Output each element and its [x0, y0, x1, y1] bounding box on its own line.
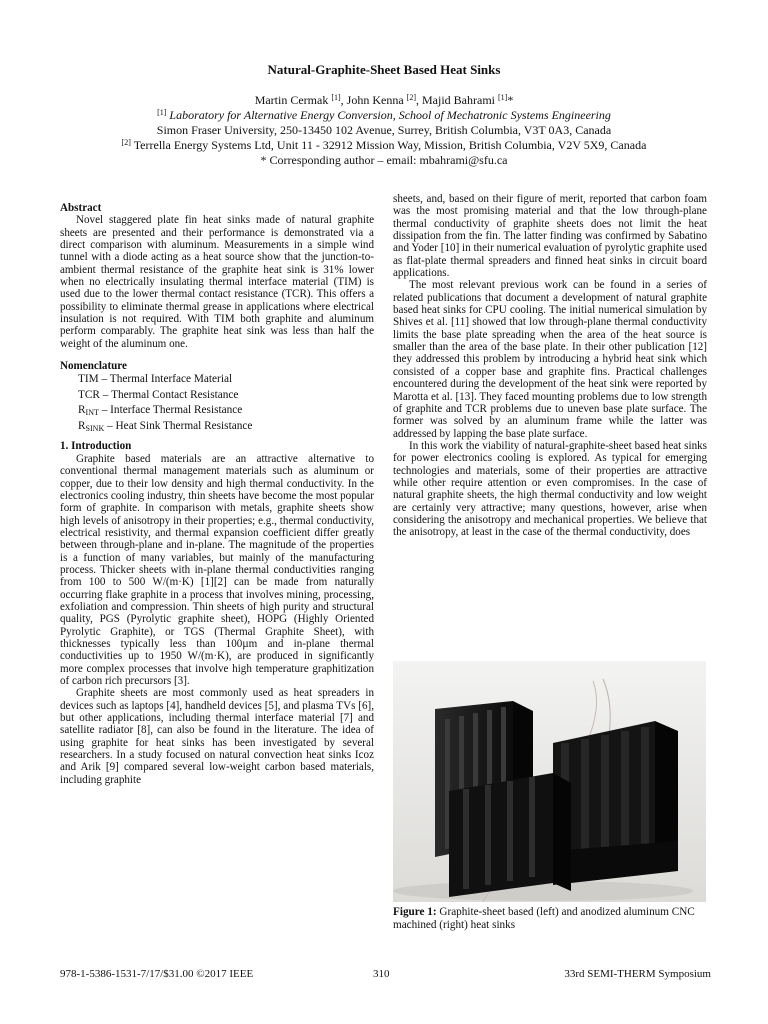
affiliation-2-text: Terrella Energy Systems Ltd, Unit 11 - 32912 Mission Way, Mission, British Columbia, V2V 5X9, Canada [133, 138, 647, 152]
author-name: , John Kenna [340, 93, 407, 107]
intro-paragraph-2: Graphite sheets are most commonly used as heat spreaders in devices such as laptops [4], handheld devices [5], and plasma TVs [6], but other applications, including thermal interface material [7] and satellite radiator [8], can also be found in the literature. The idea of using graphite for heat sinks has been investigated by several researchers. In a study focused on natural convection heat sinks Icoz and Arik [9] compared several low-weight carbon based materials, including graphite [60, 687, 374, 786]
corresponding-mark: * [507, 93, 514, 107]
affiliation-1-text: Laboratory for Alternative Energy Conversion, School of Mechatronic Systems Engineering [169, 108, 611, 122]
right-column [393, 193, 707, 539]
introduction-heading: 1. Introduction [60, 440, 132, 453]
affiliation-1-address: Simon Fraser University, 250-13450 102 Avenue, Surrey, British Columbia, V3T 0A3, Canada [156, 123, 612, 137]
intro-paragraph-4: The most relevant previous work can be found in a series of related publications that document a development of natural graphite based heat sinks for CPU cooling. The initial numerical simulation by Shives et al. [11] showed that low through-plane thermal conductivity limits the base plate spreading when the area of the heat source is smaller than the area of the base plate. In their other publication [12] they addressed this problem by introducing a hybrid heat sink which consisted of a copper base and graphite fins. Practical challenges encountered during the development of the heat sink were reported by Marotta et al. [13]. They faced mounting problems due to low strength of graphite and TCR problems due to uneven base plate surface. The former was solved by an aluminum frame while the latter was addressed by lapping the base plate surface. [393, 279, 707, 440]
nomenclature-list [60, 372, 374, 434]
figure-caption-text: Graphite-sheet based (left) and anodized aluminum CNC machined (right) heat sinks [393, 906, 695, 931]
abstract-text: Novel staggered plate fin heat sinks made of natural graphite sheets are presented and their performance is demonstrated via a direct comparison with aluminum. Measurements in a simple wind tunnel with a diode acting as a heat source show that the junction-to-ambient thermal resistance of the graphite heat sink is 31% lower when no electrically insulating thermal interface material (TIM) is used due to the lower thermal contact resistance (TCR). This offers a possibility to eliminate thermal grease in applications where electrical insulation is not required. With TIM both graphite and aluminum perform comparably. The graphite heat sink was less than half the weight of the aluminum one. [60, 214, 374, 350]
author-block [0, 93, 768, 168]
nomenclature-item: TIM – Thermal Interface Material [78, 373, 233, 386]
nomenclature-item: TCR – Thermal Contact Resistance [78, 388, 239, 401]
corresponding-author: * Corresponding author – email: mbahrami@sfu.ca [260, 153, 508, 167]
paper-title: Natural-Graphite-Sheet Based Heat Sinks [267, 62, 501, 77]
nomenclature-heading: Nomenclature [60, 360, 127, 373]
footer-venue: 33rd SEMI-THERM Symposium [564, 968, 711, 980]
affiliation-mark: [1] [157, 108, 167, 117]
author-name: , Majid Bahrami [416, 93, 498, 107]
affiliation-1 [0, 108, 768, 123]
author-line [0, 93, 768, 108]
figure-1-photo [393, 661, 706, 902]
intro-paragraph-3: sheets, and, based on their figure of merit, reported that carbon foam was the most promising material and that the low through-plane thermal conductivity of graphite sheets does not limit the heat dissipation from the fin. The latter finding was confirmed by Sabatino and Yoder [10] in their numerical evaluation of pyrolytic graphite used as flat-plate thermal spreaders and finned heat sinks in circuit board applications. [393, 193, 707, 280]
nomenclature-item: $R_{SINK}$ – Heat Sink Thermal Resistance [78, 419, 253, 433]
affiliation-mark: [2] [121, 138, 131, 147]
author-affiliation-mark: [1] [497, 93, 508, 102]
footer-isbn: 978-1-5386-1531-7/17/$31.00 ©2017 IEEE [60, 968, 254, 980]
author-affiliation-mark: [1] [331, 93, 341, 102]
author-affiliation-mark: [2] [406, 93, 416, 102]
aluminum-heat-sink [553, 721, 678, 885]
abstract-heading: Abstract [60, 202, 102, 214]
intro-paragraph-5: In this work the viability of natural-graphite-sheet based heat sinks for power electronics cooling is explored. As typical for emerging technologies and materials, some of their properties are attractive while other require attention or even compromises. In the case of natural graphite sheets, the high thermal conductivity and low weight are certainly very attractive; many questions, however, arise when considering the anisotropy and mechanical properties. We believe that the anisotropy, at least in the case of the thermal conductivity, does [393, 439, 707, 539]
author-name: Martin Cermak [254, 93, 332, 107]
left-column [60, 202, 374, 786]
figure-label: Figure 1: [393, 906, 437, 918]
affiliation-2 [0, 138, 768, 153]
footer-page-number: 310 [373, 968, 390, 980]
nomenclature-item: $R_{INT}$ – Interface Thermal Resistance [78, 404, 243, 418]
figure-1-caption [393, 906, 713, 932]
intro-paragraph-1: Graphite based materials are an attractive alternative to conventional thermal management materials such as aluminum or copper, due to their low density and high thermal conductivity. In the electronics cooling industry, thin sheets have become the most popular form of graphite. In comparison with metals, graphite sheets show high levels of anisotropy in their properties; e.g., thermal conductivity, electrical resistivity, and thermal expansion coefficient differ greatly between through-plane and in-plane. The magnitude of the properties is a function of many variables, but mainly of the manufacturing process. Thicker sheets with in-plane thermal conductivities ranging from 100 to 500 W/(m·K) [1][2] can be made from naturally occurring flake graphite in a process that involves mining, processing, exfoliation and compression. Thin sheets of high purity and structural quality, PGS (Pyrolytic graphite sheet), HOPG (Highly Oriented Pyrolytic Graphite), or TGS (Thermal Graphite Sheet), with thicknesses typically less than 100µm and in-plane thermal conductivities up to 1950 W/(m·K), are produced in significantly more complex processes that involve high temperature graphitization of carbon rich precursors [3]. [60, 452, 374, 687]
